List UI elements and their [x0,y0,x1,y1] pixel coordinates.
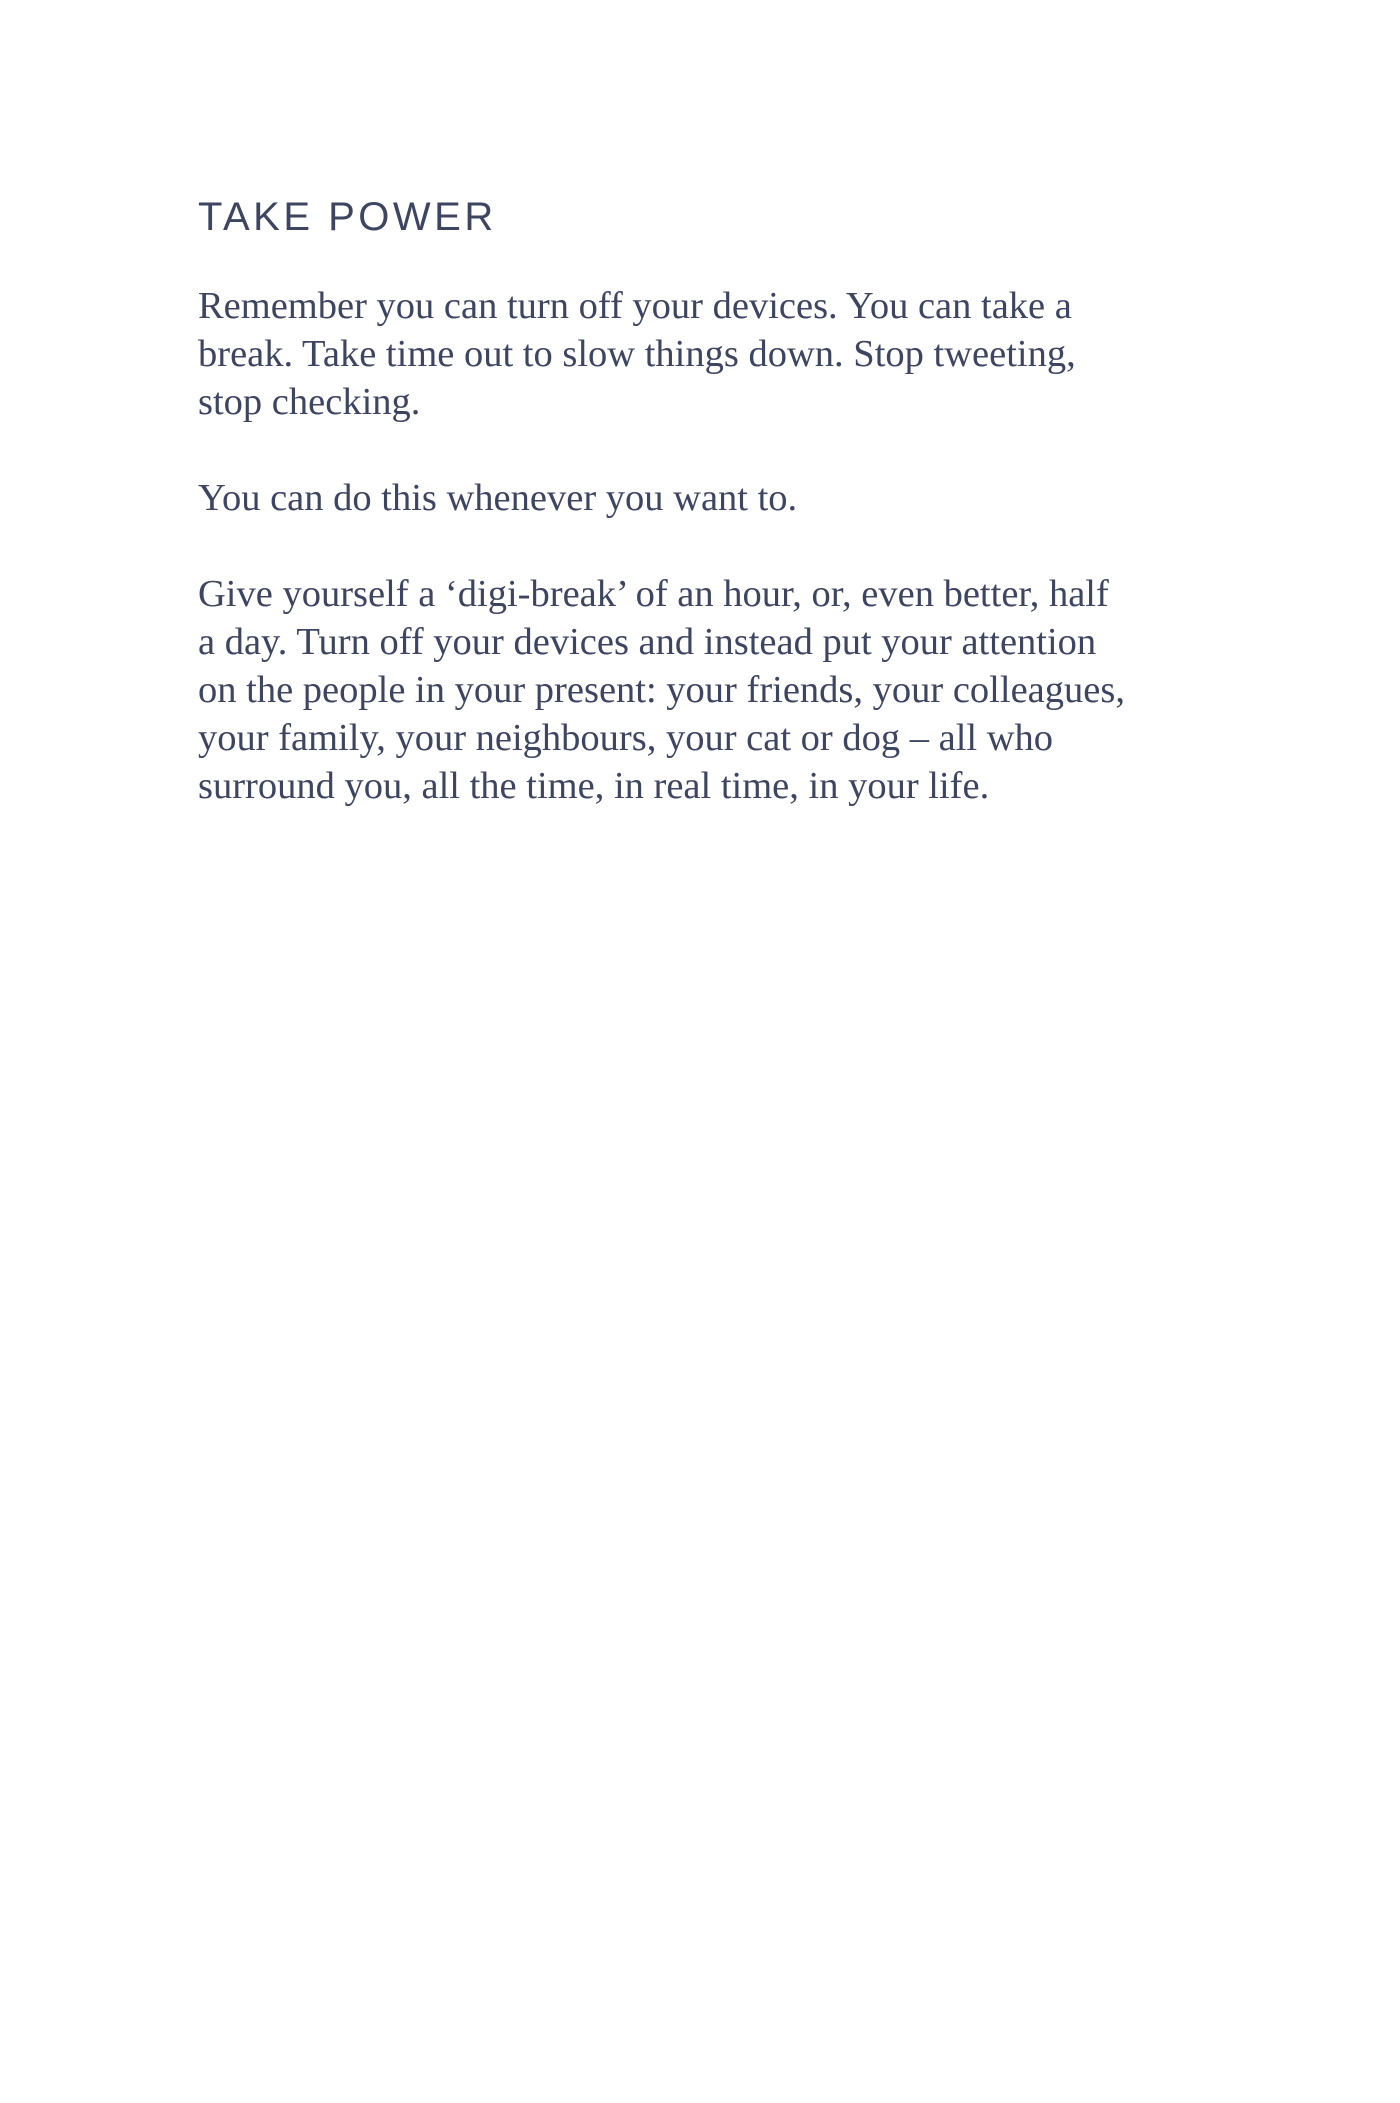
paragraph-line: surround you, all the time, in real time, in your life. [198,765,990,807]
paragraph-line: break. Take time out to slow things down. Stop tweeting, [198,333,1076,375]
paragraph-line: your family, your neighbours, your cat or dog – all who [198,717,1054,759]
paragraph-1 [198,282,1198,426]
page-heading: TAKE POWER [198,195,497,239]
body-text [198,282,1198,858]
paragraph-3 [198,570,1198,810]
paragraph-line: a day. Turn off your devices and instead put your attention [198,621,1097,663]
paragraph-line: stop checking. [198,381,421,423]
paragraph-line: Give yourself a ‘digi-break’ of an hour, or, even better, half [198,573,1109,615]
paragraph-line: on the people in your present: your friends, your colleagues, [198,669,1125,711]
paragraph-line: Remember you can turn off your devices. You can take a [198,285,1072,327]
paragraph-line: You can do this whenever you want to. [198,477,798,519]
paragraph-2 [198,474,1198,522]
